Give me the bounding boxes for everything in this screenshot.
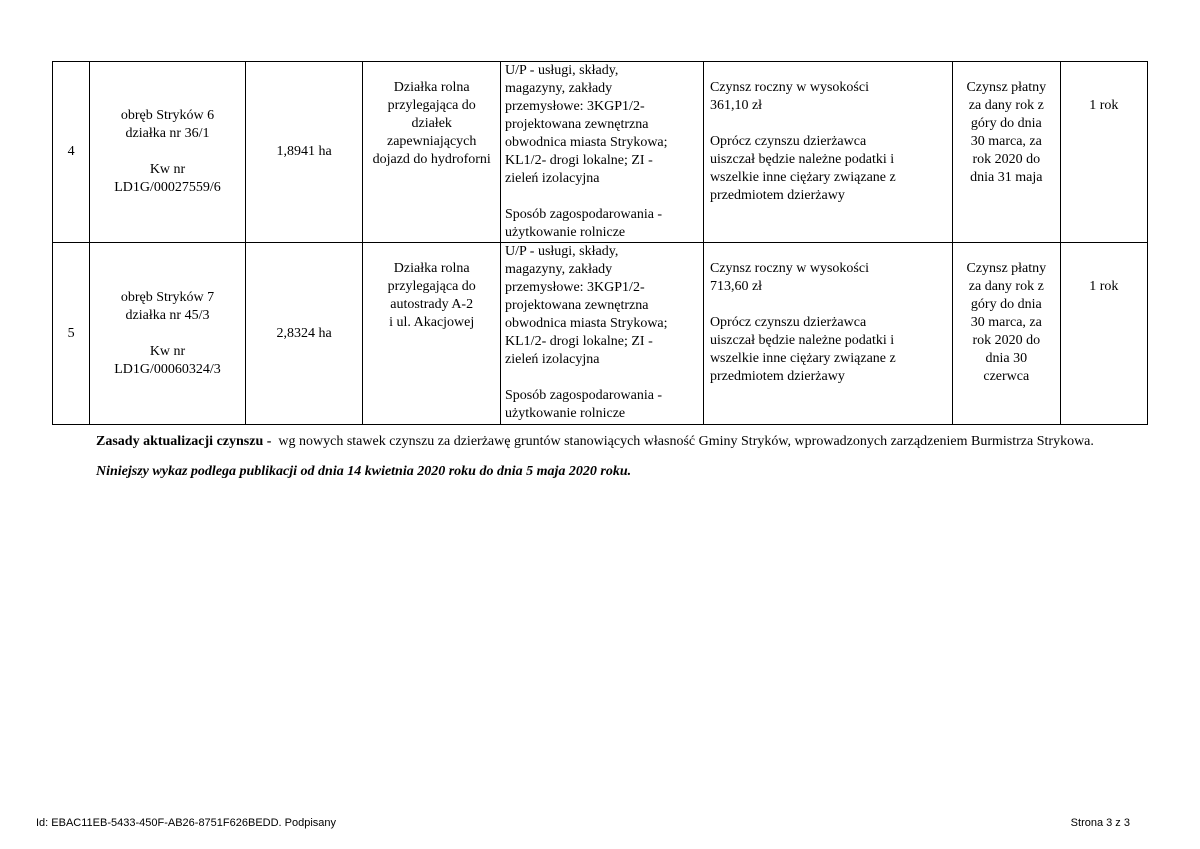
zoning-plan-line xyxy=(505,188,700,206)
zoning-plan-line: przemysłowe: 3KGP1/2- xyxy=(505,280,645,295)
payment-terms-line: dnia 31 maja xyxy=(970,170,1043,185)
zoning-plan-line: Sposób zagospodarowania - xyxy=(505,207,663,222)
lease-term-cell: 1 rok xyxy=(1060,243,1147,425)
zoning-plan-cell xyxy=(501,62,704,243)
parcel-location-cell xyxy=(90,243,246,425)
zoning-plan-line: magazyny, zakłady xyxy=(505,81,613,96)
rent-terms-line xyxy=(710,115,949,133)
payment-terms-line: 30 marca, za xyxy=(970,134,1042,149)
parcel-location-line: LD1G/00060324/3 xyxy=(114,361,221,377)
parcel-description-line: autostrady A-2 xyxy=(390,297,474,312)
rent-update-note xyxy=(82,433,1112,451)
rent-terms-line: uiszczał będzie należne podatki i xyxy=(709,152,895,167)
notes-section xyxy=(82,433,1112,481)
rent-terms-line xyxy=(710,296,949,314)
payment-terms-line: za dany rok z xyxy=(968,98,1044,113)
zoning-plan-line: zieleń izolacyjna xyxy=(505,352,600,367)
page-number: Strona 3 z 3 xyxy=(1070,817,1130,829)
lease-table xyxy=(52,61,1148,425)
payment-terms-line: dnia 30 xyxy=(985,351,1028,366)
zoning-plan-line: Sposób zagospodarowania - xyxy=(505,388,663,403)
rent-terms-cell xyxy=(703,62,952,243)
payment-terms-line: Czynsz płatny xyxy=(966,261,1047,276)
parcel-location-line xyxy=(93,325,242,343)
parcel-location-line: Kw nr xyxy=(149,343,186,359)
rent-terms-line: uiszczał będzie należne podatki i xyxy=(709,333,895,348)
payment-terms-line: za dany rok z xyxy=(968,279,1044,294)
rent-terms-line: wszelkie inne ciężary związane z xyxy=(709,351,896,366)
rent-terms-line: przedmiotem dzierżawy xyxy=(709,188,845,203)
parcel-description-line: dojazd do hydroforni xyxy=(372,152,491,167)
rent-terms-line: przedmiotem dzierżawy xyxy=(709,369,845,384)
payment-terms-cell xyxy=(953,62,1060,243)
zoning-plan-line: obwodnica miasta Strykowa; xyxy=(505,316,668,331)
payment-terms-line: rok 2020 do xyxy=(972,333,1041,348)
zoning-plan-line xyxy=(505,369,700,387)
rent-terms-line: 713,60 zł xyxy=(709,279,763,294)
zoning-plan-line: użytkowanie rolnicze xyxy=(505,406,626,421)
rent-update-label: Zasady aktualizacji czynszu - xyxy=(96,434,272,449)
parcel-area-cell: 1,8941 ha xyxy=(245,62,363,243)
document-id: Id: EBAC11EB-5433-450F-AB26-8751F626BEDD. Podpisany xyxy=(36,817,337,829)
payment-terms-line: czerwca xyxy=(983,369,1030,384)
parcel-area-cell: 2,8324 ha xyxy=(245,243,363,425)
parcel-location-line: LD1G/00027559/6 xyxy=(114,180,221,195)
lease-term-cell: 1 rok xyxy=(1060,62,1147,243)
rent-update-text: wg nowych stawek czynszu za dzierżawę gruntów stanowiących własność Gminy Stryków, wprowadzonych zarządzeniem Burmistrza Strykowa. xyxy=(278,434,1094,449)
rent-terms-line: 361,10 zł xyxy=(709,98,763,113)
parcel-description-line: Działka rolna xyxy=(393,80,470,95)
parcel-description-line: przylegająca do xyxy=(387,98,476,113)
zoning-plan-line: obwodnica miasta Strykowa; xyxy=(505,135,668,150)
parcel-location-line xyxy=(93,143,242,161)
rent-terms-line: Oprócz czynszu dzierżawca xyxy=(709,315,867,330)
zoning-plan-line: magazyny, zakłady xyxy=(505,262,613,277)
zoning-plan-line: użytkowanie rolnicze xyxy=(505,225,626,240)
parcel-location-line: obręb Stryków 7 xyxy=(120,289,215,305)
parcel-description-line: Działka rolna xyxy=(393,261,470,276)
parcel-location-cell xyxy=(90,62,246,243)
zoning-plan-line: zieleń izolacyjna xyxy=(505,171,600,186)
payment-terms-line: 30 marca, za xyxy=(970,315,1042,330)
table-row xyxy=(53,243,1148,425)
zoning-plan-line: U/P - usługi, składy, xyxy=(505,244,619,259)
parcel-location-line: Kw nr xyxy=(149,162,186,177)
zoning-plan-line: projektowana zewnętrzna xyxy=(505,117,649,132)
parcel-description-cell xyxy=(363,243,501,425)
parcel-description-line: zapewniających xyxy=(387,134,477,149)
parcel-location-line: obręb Stryków 6 xyxy=(120,108,215,123)
rent-terms-line: Czynsz roczny w wysokości xyxy=(709,80,869,95)
parcel-location-line: działka nr 45/3 xyxy=(125,307,210,323)
payment-terms-line: góry do dnia xyxy=(970,297,1042,312)
payment-terms-line: Czynsz płatny xyxy=(966,80,1047,95)
rent-terms-line: wszelkie inne ciężary związane z xyxy=(709,170,896,185)
publication-note: Niniejszy wykaz podlega publikacji od dnia 14 kwietnia 2020 roku do dnia 5 maja 2020 roku. xyxy=(96,464,632,479)
zoning-plan-line: projektowana zewnętrzna xyxy=(505,298,649,313)
row-number-cell: 5 xyxy=(53,243,90,425)
zoning-plan-cell xyxy=(501,243,704,425)
parcel-description-line: i ul. Akacjowej xyxy=(389,315,475,330)
zoning-plan-line: przemysłowe: 3KGP1/2- xyxy=(505,99,645,114)
rent-terms-cell xyxy=(703,243,952,425)
parcel-description-cell xyxy=(363,62,501,243)
parcel-description-line: działek xyxy=(411,116,452,131)
parcel-description-line: przylegająca do xyxy=(387,279,476,294)
zoning-plan-line: KL1/2- drogi lokalne; ZI - xyxy=(505,334,653,349)
payment-terms-cell xyxy=(953,243,1060,425)
zoning-plan-line: U/P - usługi, składy, xyxy=(505,63,619,78)
parcel-location-line: działka nr 36/1 xyxy=(125,126,210,141)
rent-terms-line: Czynsz roczny w wysokości xyxy=(709,261,869,276)
table-row xyxy=(53,62,1148,243)
row-number-cell: 4 xyxy=(53,62,90,243)
zoning-plan-line: KL1/2- drogi lokalne; ZI - xyxy=(505,153,653,168)
lease-table-body xyxy=(53,62,1148,425)
rent-terms-line: Oprócz czynszu dzierżawca xyxy=(709,134,867,149)
payment-terms-line: góry do dnia xyxy=(970,116,1042,131)
payment-terms-line: rok 2020 do xyxy=(972,152,1041,167)
